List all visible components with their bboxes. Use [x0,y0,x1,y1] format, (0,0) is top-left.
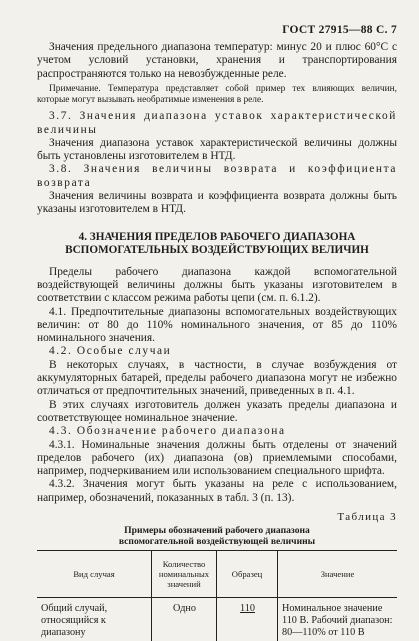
section-4-heading [37,231,397,257]
section-3-8-title: 3.8. Значения величины возврата и коэффициента возврата [37,163,397,189]
section-3-7-text: Значения диапазона уставок характеристической величины должны быть установлены изготовителем в НТД. [37,136,397,163]
cell-count: Одно [152,598,217,641]
section-4-1: 4.1. Предпочтительные диапазоны вспомогательных воздействующих величин: от 80 до 110% номинального значения, от 85 до 110% номинального значения. [37,305,397,345]
section-4-2-text-1: В некоторых случаях, в частности, в случае возбуждения от аккумуляторных батарей, пределы рабочего диапазона могут не избежно отличаться от предпочтительных значений, приведенных в п. 4.1. [37,358,397,398]
header-count: Количество номинальных значений [152,551,217,598]
header-kind: Вид случая [37,551,152,598]
page-header: ГОСТ 27915—88 С. 7 [282,24,397,36]
cell-sample-value: 110 [240,603,255,615]
table-3 [37,550,397,641]
note-paragraph: Примечание. Температура представляет собой пример тех влияющих величин, которые могут вызывать необратимые изменения в реле. [37,83,397,106]
table-title-line-2: вспомогательной воздействующей величины [118,536,316,548]
intro-paragraph: Значения предельного диапазона температур: минус 20 и плюс 60°С с учетом условий установки, хранения и транспортирования распространяются только на невозбужденные реле. [37,41,397,80]
header-meaning: Значение [278,551,398,598]
section-4-text: Пределы рабочего диапазона каждой вспомогательной воздействующей величины должны быть указаны изготовителем в соответствии с классом режима работы цепи (см. п. 6.1.2). [37,265,397,305]
cell-meaning: Номинальное значение 110 В. Рабочий диапазон: 80—110% от 110 В [278,598,398,641]
section-4-2-text-2: В этих случаях изготовитель должен указать пределы диапазона и соответствующее номинальное значение. [37,398,397,424]
section-4-heading-line-1: 4. ЗНАЧЕНИЯ ПРЕДЕЛОВ РАБОЧЕГО ДИАПАЗОНА [78,230,356,243]
table-row [37,598,397,641]
section-3-8-text: Значения величины возврата и коэффициента возврата должны быть указаны изготовителем в НТД. [37,190,397,216]
table-caption: Таблица 3 [337,511,397,524]
section-3-7-title: 3.7. Значения диапазона уставок характеристической величины [37,110,397,136]
section-4-2-title: 4.2. Особые случаи [49,345,172,358]
table-title [37,525,397,547]
table-header-row [37,551,397,598]
cell-kind: Общий случай, относящийся к диапазону [41,603,108,639]
section-4-3-1: 4.3.1. Номинальные значения должны быть отделены от значений пределов рабочего (их) диапазона (ов) приемлемыми способами, например, подчеркиванием или использованием специального шрифта. [37,438,397,478]
section-4-3-title: 4.3. Обозначение рабочего диапазона [49,425,286,438]
section-4-heading-line-2: ВСПОМОГАТЕЛЬНЫХ ВОЗДЕЙСТВУЮЩИХ ВЕЛИЧИН [65,243,369,256]
header-sample: Образец [217,551,278,598]
section-4-3-2: 4.3.2. Значения могут быть указаны на реле с использованием, например, обозначений, показанных в табл. 3 (п. 13). [37,478,397,504]
table-title-line-1: Примеры обозначений рабочего диапазона [124,525,310,537]
cell-sample [217,598,278,641]
